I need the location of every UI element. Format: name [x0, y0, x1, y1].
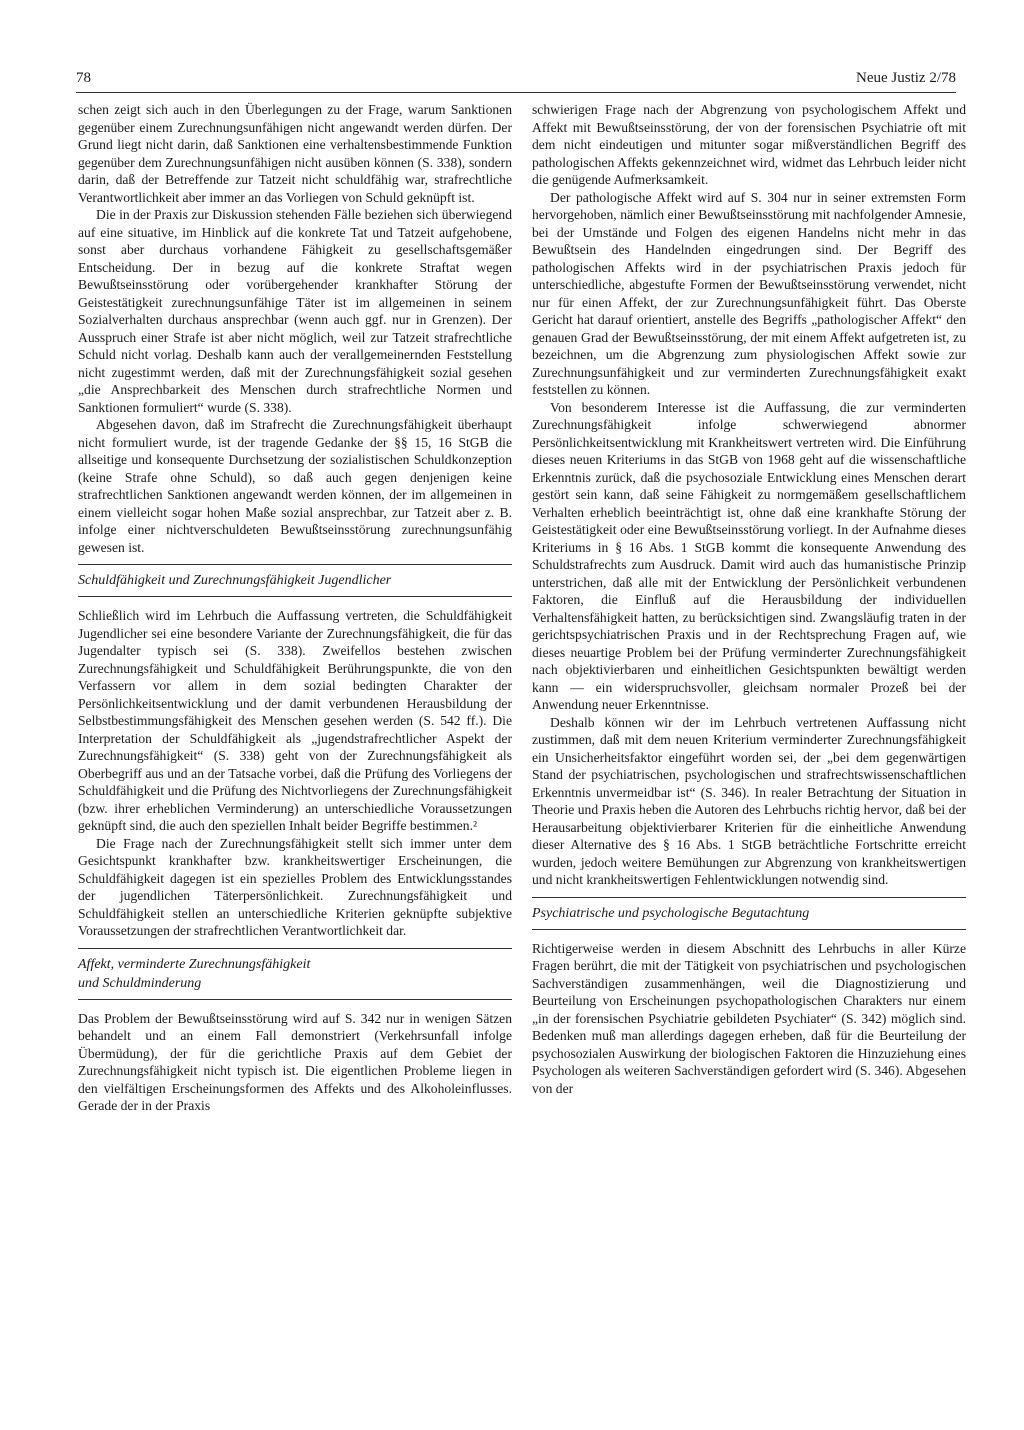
- paragraph: schwierigen Frage nach der Abgrenzung von psychologischem Affekt und Affekt mit Bewußtseinsstörung, der von der forensischen Psychiatrie oft mit dem nicht eindeutigen und mitunter sogar mißverständlichen Begriff des pathologischen Affekts gekennzeichnet wird, widmet das Lehrbuch leider nicht die genügende Aufmerksamkeit.: [532, 102, 966, 187]
- paragraph: Von besonderem Interesse ist die Auffassung, die zur verminderten Zurechnungsfähigkeit infolge schwerwiegend abnormer Persönlichkeitsentwicklung mit Krankheitswert vertreten wird. Die Einführung dieses neuen Kriteriums in das StGB von 1968 geht auf die wissenschaftliche Erkenntnis zurück, daß die psychosoziale Entwicklung eines Menschen derart gestört sein kann, daß seine Fähigkeit zu normgemäßem gesellschaftlichem Verhalten erheblich beeinträchtigt ist, ohne daß eine krankhafte Störung der Geistestätigkeit oder eine Bewußtseinsstörung vorliegt. In der Aufnahme dieses Kriteriums in § 16 Abs. 1 StGB kommt die konsequente Anwendung des Schuldstrafrechts zum Ausdruck. Damit wird auch das humanistische Prinzip unterstrichen, daß alle mit der Entwicklung der Persönlichkeit verbundenen Faktoren, die Einfluß auf die Herausbildung der individuellen Verhaltensfähigkeit hatten, zu berücksichtigen sind. Zwangsläufig traten in der gerichtspsychiatrischen Praxis und in der Rechtsprechung Fragen auf, wie dieses neuartige Problem bei der Prüfung verminderter Zurechnungsfähigkeit nach objektivierbaren und einheitlichen Gesichtspunkten bewältigt werden kann — ein widerspruchsvoller, gleichsam normaler Prozeß bei der Anwendung neuer Erkenntnisse.: [532, 399, 966, 712]
- paragraph: Deshalb können wir der im Lehrbuch vertretenen Auffassung nicht zustimmen, daß mit dem neuen Kriterium verminderter Zurechnungsfähigkeit ein Unsicherheitsfaktor eingeführt worden sei, der „bei dem gegenwärtigen Stand der psychiatrischen, psychologischen und strafrechtswissenschaftlichen Erkenntnis unvermeidbar ist“ (S. 346). In realer Betrachtung der Situation in Theorie und Praxis heben die Autoren des Lehrbuchs richtig hervor, daß bei der Herausarbeitung objektivierbarer Kriterien für die einheitliche Anwendung dieser Alternative des § 16 Abs. 1 StGB beträchtliche Fortschritte erreicht wurden, jedoch weitere Bemühungen zur Abgrenzung von krankheitswertigen und nicht krankheitswertigen Fehlentwicklungen notwendig sind.: [532, 714, 966, 887]
- paragraph: Richtigerweise werden in diesem Abschnitt des Lehrbuchs in aller Kürze Fragen berührt, die mit der Tätigkeit von psychiatrischen und psychologischen Sachverständigen zusammenhängen, weil die Diagnostizierung und Beurteilung von Erscheinungen psychopathologischen Charakters nur einem „in der forensischen Psychiatrie gebildeten Psychiater“ (S. 342) möglich sind. Bedenken muß man allerdings dagegen erheben, daß für die Beurteilung der psychosozialen Auswirkung der biologischen Faktoren die Hinzuziehung eines Psychologen als weiteren Sachverständigen gefordert wird (S. 346). Abgesehen von der: [532, 940, 966, 1096]
- journal-title: Neue Justiz 2/78: [856, 70, 956, 86]
- paragraph: Die in der Praxis zur Diskussion stehenden Fälle beziehen sich überwiegend auf eine situative, im Hinblick auf die konkrete Tat und Tatzeit aufgehobene, sonst aber durchaus vorhandene Fähigkeit zu gesellschaftsgemäßer Entscheidung. Der in bezug auf die konkrete Straftat wegen Bewußtseinsstörung oder vorübergehender krankhafter Störung der Geistestätigkeit zurechnungsunfähige Täter ist im allgemeinen in seinem Sozialverhalten durchaus ansprechbar (wenn auch ggf. nur in Grenzen). Der Ausspruch einer Strafe ist aber nicht möglich, weil zur Tatzeit strafrechtliche Schuld nicht vorlag. Deshalb kann auch der verallgemeinernden Feststellung nicht zugestimmt werden, daß mit der Zurechnungsfähigkeit sozial gesehen „die Ansprechbarkeit des Menschen durch strafrechtliche Normen und Sanktionen formuliert“ wurde (S. 338).: [78, 207, 512, 415]
- right-column: [532, 101, 966, 1097]
- page-header: [76, 70, 956, 93]
- paragraph: Abgesehen davon, daß im Strafrecht die Zurechnungsfähigkeit überhaupt nicht formuliert wurde, ist der tragende Gedanke der §§ 15, 16 StGB die allseitige und konsequente Durchsetzung der sozialistischen Schuldkonzeption (keine Strafe ohne Schuld), so daß auch gegen denjenigen keine strafrechtlichen Sanktionen angewandt werden können, der im allgemeinen in einem vielleicht sogar hohen Maße sozial ansprechbar, zur Tatzeit aber z. B. infolge einer nichtverschuldeten Bewußtseinsstörung zurechnungsunfähig gewesen ist.: [78, 417, 512, 555]
- section-heading-line: und Schuldminderung: [78, 975, 202, 991]
- section-heading: Schuldfähigkeit und Zurechnungsfähigkeit Jugendlicher: [78, 564, 512, 597]
- paragraph: Das Problem der Bewußtseinsstörung wird auf S. 342 nur in wenigen Sätzen behandelt und an einem Fall demonstriert (Verkehrsunfall infolge Übermüdung), der für die gerichtliche Praxis auf dem Gebiet der Zurechnungsfähigkeit nicht typisch ist. Die eigentlichen Probleme liegen in den vielfältigen Erscheinungsformen des Affekts und des Alkoholeinflusses. Gerade der in der Praxis: [78, 1010, 512, 1113]
- section-heading: Psychiatrische und psychologische Begutachtung: [532, 897, 966, 930]
- paragraph: schen zeigt sich auch in den Überlegungen zu der Frage, warum Sanktionen gegenüber einem Zurechnungsunfähigen nicht angewandt werden dürfen. Der Grund liegt nicht darin, daß Sanktionen eine verhaltensbestimmende Funktion gegenüber dem Zurechnungsunfähigen nicht ausüben können (S. 338), sondern darin, daß der Betreffende zur Tatzeit nicht schuldfähig war, strafrechtliche Verantwortlichkeit aber immer an das Vorliegen von Schuld geknüpft ist.: [78, 102, 512, 205]
- section-heading-line: Affekt, verminderte Zurechnungsfähigkeit: [78, 956, 311, 972]
- paragraph: Die Frage nach der Zurechnungsfähigkeit stellt sich immer unter dem Gesichtspunkt krankhafter bzw. krankheitswertiger Erscheinungen, die Schuldfähigkeit dagegen ist ein spezielles Problem des Entwicklungsstandes der jugendlichen Täterpersönlichkeit. Zurechnungsfähigkeit und Schuldfähigkeit stellen an unterschiedliche Kriterien geknüpfte subjektive Voraussetzungen der strafrechtlichen Verantwortlichkeit dar.: [78, 835, 512, 938]
- page-number: 78: [76, 70, 91, 86]
- left-column: [78, 101, 512, 1115]
- section-heading: [78, 948, 512, 1000]
- paragraph: Der pathologische Affekt wird auf S. 304 nur in seiner extremsten Form hervorgehoben, nämlich einer Bewußtseinsstörung mit nachfolgender Amnesie, bei der Umstände und Folgen des eigenen Handelns nicht mehr in das Bewußtsein des Handelnden eingedrungen sind. Der Begriff des pathologischen Affekts wird in der psychiatrischen Praxis jedoch für unterschiedliche, abgestufte Formen der Bewußtseinsstörung verwendet, nicht nur für einen Affekt, der zur Zurechnungsunfähigkeit führt. Das Oberste Gericht hat darauf orientiert, anstelle des Begriffs „pathologischer Affekt“ den genauen Grad der Bewußtseinsstörung, der mit einem Affekt aufgetreten ist, zu bezeichnen, um die Abgrenzung zum physiologischen Affekt sowie zur Zurechnungsunfähigkeit und zur verminderten Zurechnungsfähigkeit exakt feststellen zu können.: [532, 189, 966, 397]
- paragraph: Schließlich wird im Lehrbuch die Auffassung vertreten, die Schuldfähigkeit Jugendlicher sei eine besondere Variante der Zurechnungsfähigkeit, die für das Jugendalter typisch sei (S. 338). Zweifellos bestehen zwischen Zurechnungsfähigkeit und Schuldfähigkeit Berührungspunkte, die von den Verfassern vor allem in dem sozial bedingten Charakter der Persönlichkeitsentwicklung und der damit verbundenen Herausbildung der Selbstbestimmungsfähigkeit des Menschen gesehen werden (S. 542 ff.). Die Interpretation der Schuldfähigkeit als „jugendstrafrechtlicher Aspekt der Zurechnungsfähigkeit“ (S. 338) geht von der Zurechnungsfähigkeit als Oberbegriff aus und an der Tatsache vorbei, daß die Prüfung des Vorliegens der Schuldfähigkeit und die Prüfung des Nichtvorliegens der Zurechnungsfähigkeit (bzw. ihrer erheblichen Verminderung) an unterschiedliche Voraussetzungen geknüpft sind, die auch den speziellen Inhalt beider Begriffe bestimmen.²: [78, 608, 512, 833]
